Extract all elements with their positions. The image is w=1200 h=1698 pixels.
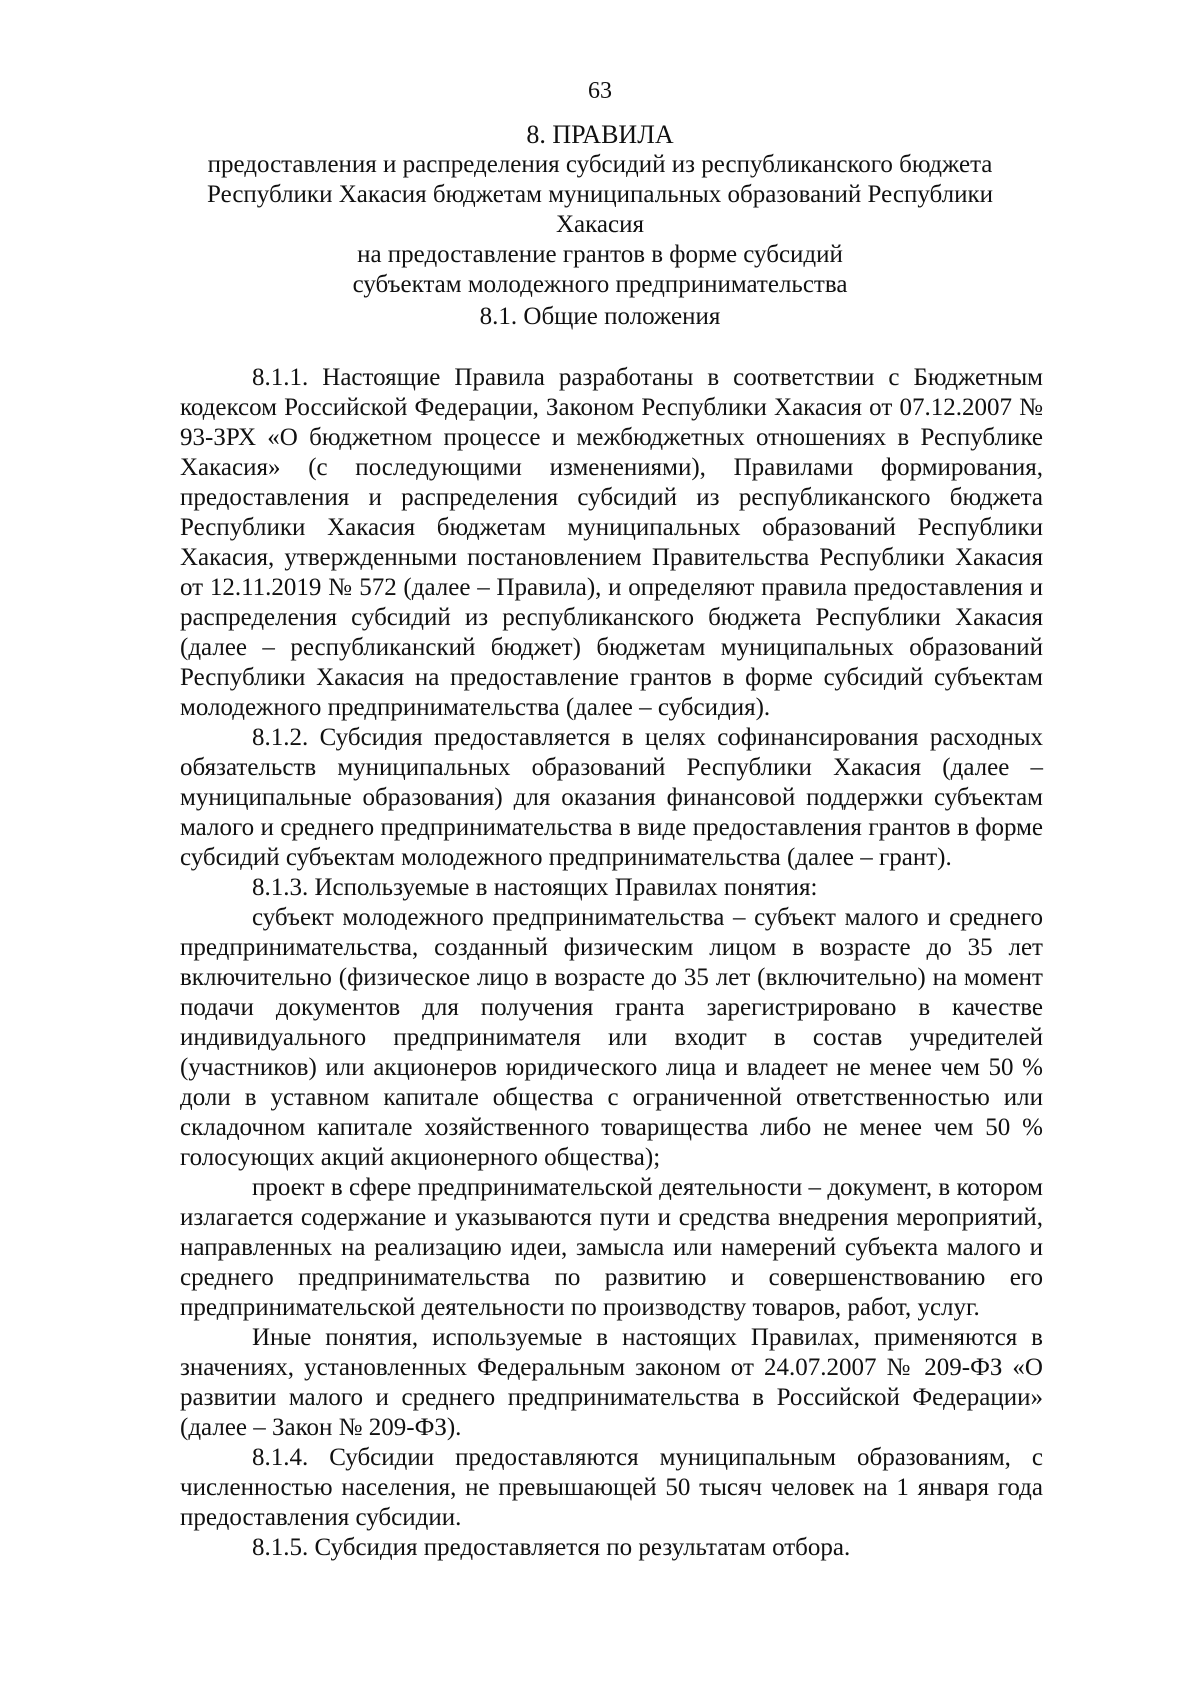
heading-line: субъектам молодежного предпринимательства [352, 271, 848, 298]
paragraph-other-terms: Иные понятия, используемые в настоящих Правилах, применяются в значениях, установленных Федеральным законом от 24.07.2007 № 209-ФЗ «О развитии малого и среднего предпринимательства в Российской Федерации» (далее – Закон № 209-ФЗ). [180, 1324, 1043, 1441]
definition-business-project: проект в сфере предпринимательской деятельности – документ, в котором излагается содержание и указываются пути и средства внедрения мероприятий, направленных на реализацию идеи, замысла или намерений субъекта малого и среднего предпринимательства по развитию и совершенствованию его предпринимательской деятельности по производству товаров, работ, услуг. [180, 1174, 1043, 1321]
paragraph-8-1-2: 8.1.2. Субсидия предоставляется в целях софинансирования расходных обязательств муниципальных образований Республики Хакасия (далее – муниципальные образования) для оказания финансовой поддержки субъектам малого и среднего предпринимательства в виде предоставления грантов в форме субсидий субъектам молодежного предпринимательства (далее – грант). [180, 724, 1043, 871]
paragraph-8-1-1: 8.1.1. Настоящие Правила разработаны в соответствии с Бюджетным кодексом Российской Федерации, Законом Республики Хакасия от 07.12.2007 № 93-ЗРХ «О бюджетном процессе и межбюджетных отношениях в Республике Хакасия» (с последующими изменениями), Правилами формирования, предоставления и распределения субсидий из республиканского бюджета Республики Хакасия бюджетам муниципальных образований Республики Хакасия, утвержденными постановлением Правительства Республики Хакасия от 12.11.2019 № 572 (далее – Правила), и определяют правила предоставления и распределения субсидий из республиканского бюджета Республики Хакасия (далее – республиканский бюджет) бюджетам муниципальных образований Республики Хакасия на предоставление грантов в форме субсидий субъектам молодежного предпринимательства (далее – субсидия). [180, 364, 1043, 721]
definition-youth-entrepreneurship: субъект молодежного предпринимательства – субъект малого и среднего предпринимательства, созданный физическим лицом в возрасте до 35 лет включительно (физическое лицо в возрасте до 35 лет (включительно) на момент подачи документов для получения гранта зарегистрировано в качестве индивидуального предпринимателя или входит в состав учредителей (участников) или акционеров юридического лица и владеет не менее чем 50 % доли в уставном капитале общества с ограниченной ответственностью или складочном капитале хозяйственного товарищества либо не менее чем 50 % голосующих акций акционерного общества); [180, 904, 1043, 1171]
paragraph-8-1-5: 8.1.5. Субсидия предоставляется по результатам отбора. [252, 1534, 851, 1561]
heading-line: предоставления и распределения субсидий из республиканского бюджета [207, 151, 993, 178]
section-heading: 8.1. Общие положения [479, 303, 721, 330]
heading-line: Республики Хакасия бюджетам муниципальных образований Республики Хакасия [207, 181, 993, 238]
document-heading [160, 120, 1040, 300]
paragraph-8-1-3: 8.1.3. Используемые в настоящих Правилах понятия: [252, 874, 818, 901]
document-body [180, 363, 1043, 1563]
heading-line: на предоставление грантов в форме субсидий [357, 241, 843, 268]
heading-title: 8. ПРАВИЛА [526, 120, 674, 149]
page-number: 63 [588, 78, 612, 104]
paragraph-8-1-4: 8.1.4. Субсидии предоставляются муниципальным образованиям, с численностью населения, не превышающей 50 тысяч человек на 1 января года предоставления субсидии. [180, 1444, 1043, 1531]
